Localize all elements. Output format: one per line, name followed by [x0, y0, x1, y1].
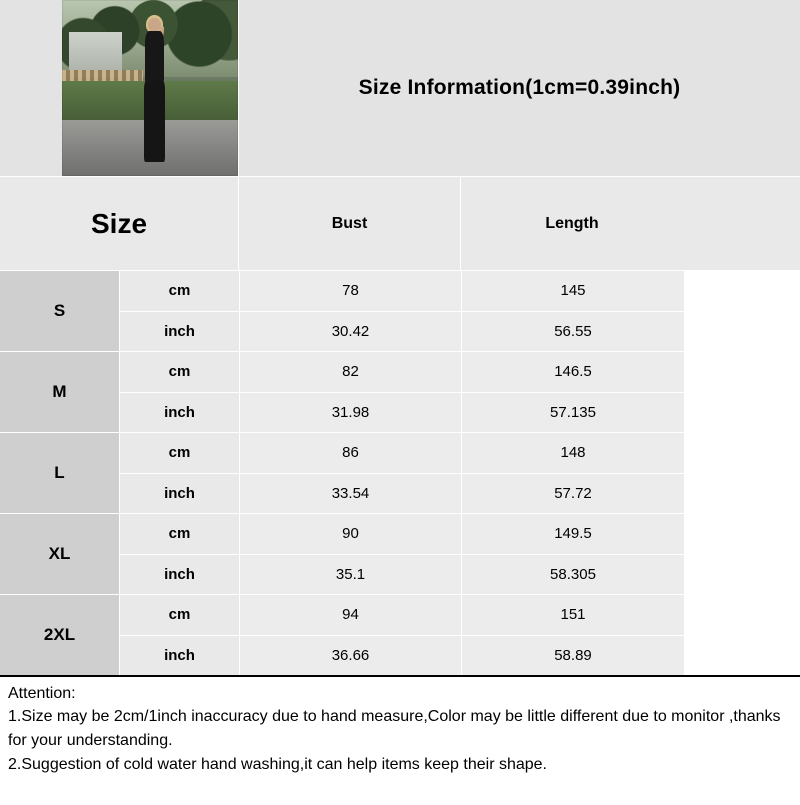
unit-label: inch — [120, 636, 240, 676]
product-photo — [62, 0, 238, 176]
header-band — [0, 0, 800, 177]
length-value: 58.305 — [462, 555, 684, 595]
bust-value: 33.54 — [240, 474, 462, 514]
row-size-label: 2XL — [0, 594, 120, 675]
length-value: 151 — [462, 595, 684, 635]
table-subrow-inch — [120, 392, 800, 433]
attention-block — [0, 675, 800, 805]
unit-label: cm — [120, 352, 240, 392]
table-subrow-cm — [120, 270, 800, 311]
column-header-row — [0, 177, 800, 270]
unit-label: cm — [120, 595, 240, 635]
unit-label: cm — [120, 514, 240, 554]
unit-label: inch — [120, 393, 240, 433]
bust-value: 31.98 — [240, 393, 462, 433]
row-values — [120, 270, 800, 351]
table-subrow-cm — [120, 351, 800, 392]
table-subrow-cm — [120, 432, 800, 473]
attention-line-1: 1.Size may be 2cm/1inch inaccuracy due to hand measure,Color may be little different due to monitor ,thanks for your understanding. — [8, 708, 781, 749]
table-row — [0, 594, 800, 675]
length-value: 146.5 — [462, 352, 684, 392]
length-value: 56.55 — [462, 312, 684, 352]
bust-value: 36.66 — [240, 636, 462, 676]
column-header-length: Length — [545, 214, 599, 232]
unit-label: cm — [120, 433, 240, 473]
bust-value: 78 — [240, 271, 462, 311]
row-values — [120, 432, 800, 513]
column-header-size: Size — [0, 177, 239, 270]
row-values — [120, 351, 800, 432]
unit-label: inch — [120, 555, 240, 595]
row-values — [120, 594, 800, 675]
product-photo-cell — [0, 0, 238, 176]
length-value: 149.5 — [462, 514, 684, 554]
table-subrow-cm — [120, 594, 800, 635]
unit-label: inch — [120, 474, 240, 514]
header-title-cell — [238, 0, 800, 176]
photo-frame — [62, 0, 238, 176]
unit-label: cm — [120, 271, 240, 311]
table-row — [0, 513, 800, 594]
unit-label: inch — [120, 312, 240, 352]
table-subrow-inch — [120, 554, 800, 595]
bust-value: 35.1 — [240, 555, 462, 595]
row-values — [120, 513, 800, 594]
length-value: 57.135 — [462, 393, 684, 433]
bust-value: 94 — [240, 595, 462, 635]
length-value: 57.72 — [462, 474, 684, 514]
table-subrow-inch — [120, 473, 800, 514]
page-title: Size Information(1cm=0.39inch) — [358, 76, 681, 99]
row-size-label: S — [0, 270, 120, 351]
bust-value: 90 — [240, 514, 462, 554]
table-row — [0, 351, 800, 432]
attention-title: Attention: — [8, 685, 76, 702]
row-size-label: L — [0, 432, 120, 513]
row-size-label: M — [0, 351, 120, 432]
bust-value: 30.42 — [240, 312, 462, 352]
row-size-label: XL — [0, 513, 120, 594]
length-value: 58.89 — [462, 636, 684, 676]
bust-value: 86 — [240, 433, 462, 473]
table-subrow-inch — [120, 635, 800, 676]
column-header-bust: Bust — [239, 177, 461, 270]
table-row — [0, 432, 800, 513]
table-subrow-cm — [120, 513, 800, 554]
table-row — [0, 270, 800, 351]
length-value: 148 — [462, 433, 684, 473]
table-subrow-inch — [120, 311, 800, 352]
bust-value: 82 — [240, 352, 462, 392]
attention-line-2: 2.Suggestion of cold water hand washing,it can help items keep their shape. — [8, 756, 547, 773]
length-value: 145 — [462, 271, 684, 311]
